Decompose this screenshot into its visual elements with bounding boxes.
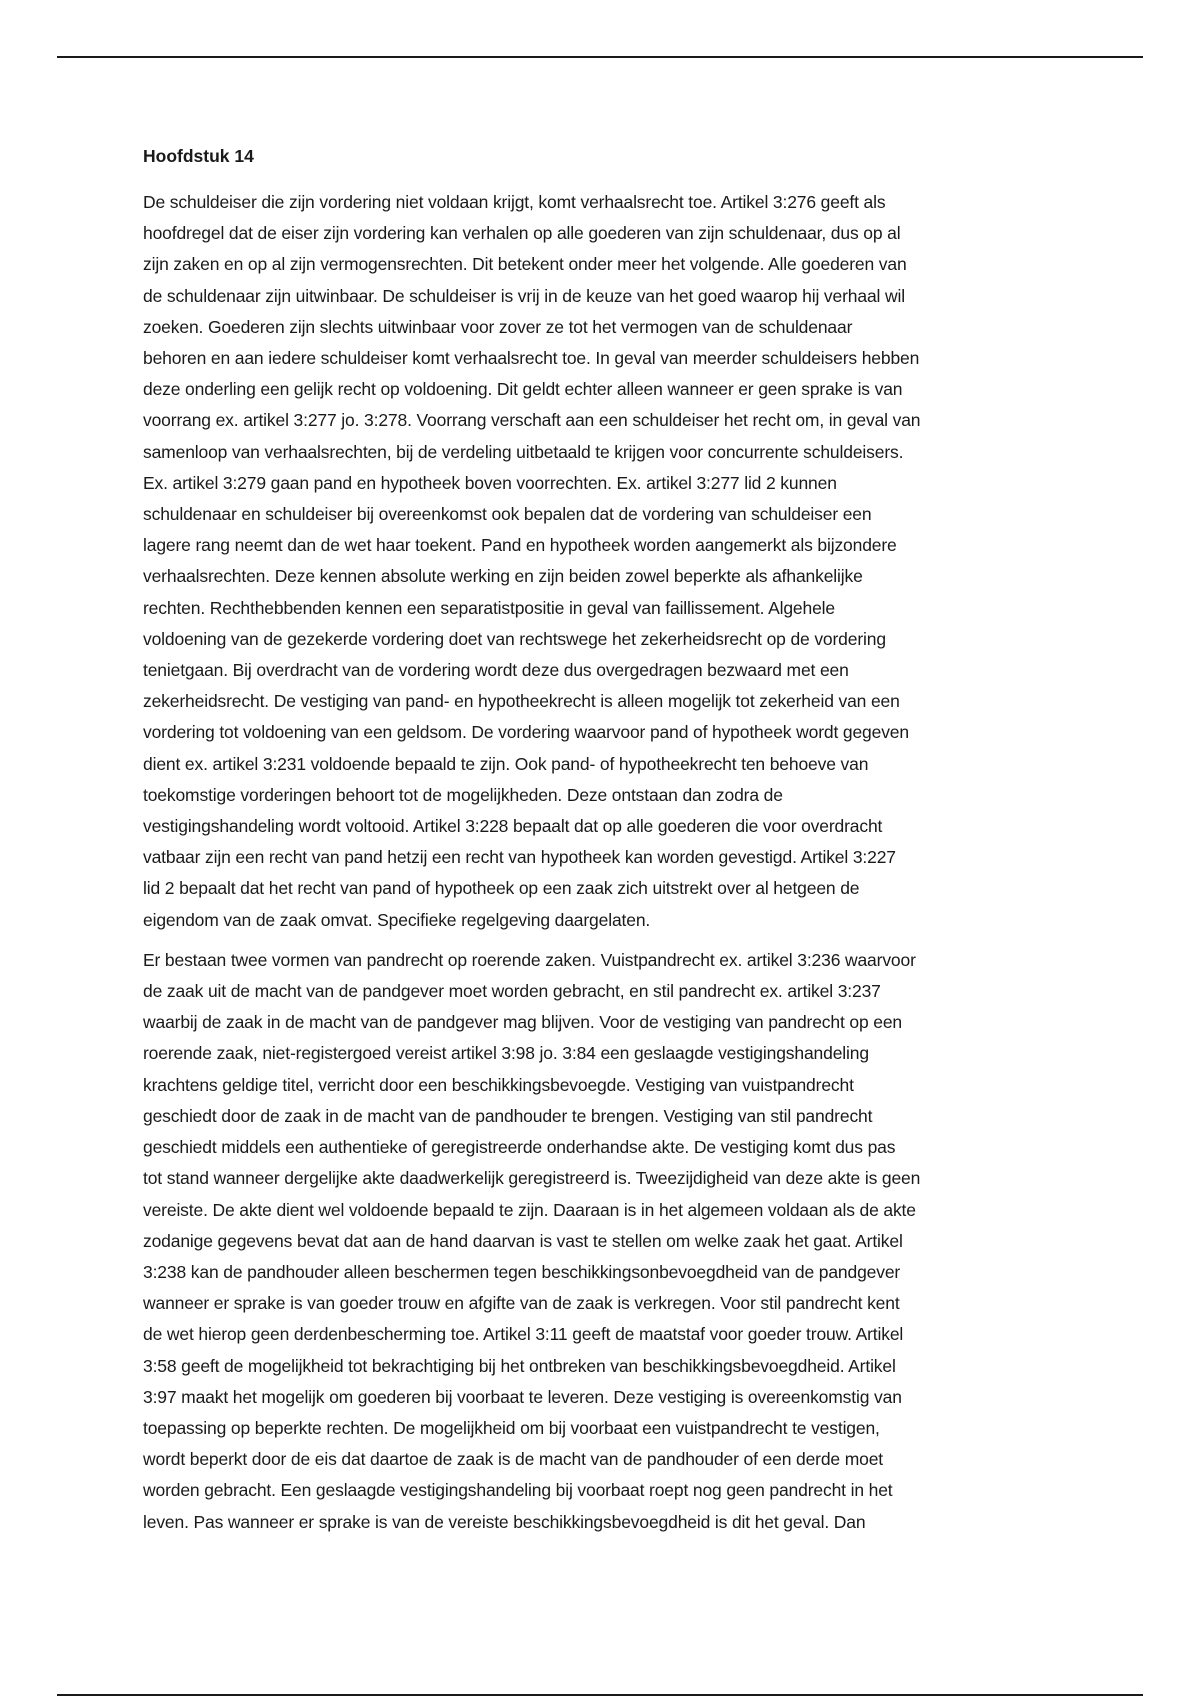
chapter-heading: Hoofdstuk 14 [143,146,254,166]
text-line: waarbij de zaak in de macht van de pandgever mag blijven. Voor de vestiging van pandrecht op een [143,1012,903,1033]
text-line: rechten. Rechthebbenden kennen een separatistpositie in geval van faillissement. Algehele [143,597,835,618]
text-line: vatbaar zijn een recht van pand hetzij een recht van hypotheek kan worden gevestigd. Artikel 3:227 [143,847,896,868]
text-line: hoofdregel dat de eiser zijn vordering kan verhalen op alle goederen van zijn schuldenaar, dus op al [143,223,901,244]
text-line: 3:238 kan de pandhouder alleen beschermen tegen beschikkingsonbevoegdheid van de pandgever [143,1261,901,1282]
text-line: eigendom van de zaak omvat. Specifieke regelgeving daargelaten. [143,909,651,930]
text-line: vereiste. De akte dient wel voldoende bepaald te zijn. Daaraan is in het algemeen voldaan als de akte [143,1199,916,1220]
text-line: Er bestaan twee vormen van pandrecht op roerende zaken. Vuistpandrecht ex. artikel 3:236 waarvoor [143,949,916,970]
text-line: verhaalsrechten. Deze kennen absolute werking en zijn beiden zowel beperkte als afhankelijke [143,566,863,587]
text-line: toepassing op beperkte rechten. De mogelijkheid om bij voorbaat een vuistpandrecht te vestigen, [143,1417,880,1438]
text-line: roerende zaak, niet-registergoed vereist artikel 3:98 jo. 3:84 een geslaagde vestigingshandeling [143,1043,869,1064]
paragraph-container [143,187,1063,1538]
text-line: wanneer er sprake is van goeder trouw en afgifte van de zaak is verkregen. Voor stil pandrecht kent [143,1293,900,1314]
text-line: behoren en aan iedere schuldeiser komt verhaalsrecht toe. In geval van meerder schuldeisers hebben [143,348,920,369]
paragraph-2 [143,945,1063,1538]
text-line: zekerheidsrecht. De vestiging van pand- en hypotheekrecht is alleen mogelijk tot zekerheid van een [143,691,900,712]
text-line: de zaak uit de macht van de pandgever moet worden gebracht, en stil pandrecht ex. artikel 3:237 [143,981,881,1002]
text-line: vestigingshandeling wordt voltooid. Artikel 3:228 bepaalt dat op alle goederen die voor overdracht [143,816,883,837]
text-line: schuldenaar en schuldeiser bij overeenkomst ook bepalen dat de vordering van schuldeiser een [143,504,872,525]
text-line: de schuldenaar zijn uitwinbaar. De schuldeiser is vrij in de keuze van het goed waarop hij verhaal wil [143,285,905,306]
text-line: zoeken. Goederen zijn slechts uitwinbaar voor zover ze tot het vermogen van de schuldenaar [143,316,853,337]
paragraph-1 [143,187,1063,936]
text-line: voorrang ex. artikel 3:277 jo. 3:278. Voorrang verschaft aan een schuldeiser het recht om, in geval van [143,410,921,431]
text-line: zodanige gegevens bevat dat aan de hand daarvan is vast te stellen om welke zaak het gaat. Artikel [143,1230,903,1251]
text-line: tot stand wanneer dergelijke akte daadwerkelijk geregistreerd is. Tweezijdigheid van deze akte is geen [143,1168,921,1189]
text-line: geschiedt middels een authentieke of geregistreerde onderhandse akte. De vestiging komt dus pas [143,1137,896,1158]
text-line: krachtens geldige titel, verricht door een beschikkingsbevoegde. Vestiging van vuistpandrecht [143,1074,854,1095]
text-line: deze onderling een gelijk recht op voldoening. Dit geldt echter alleen wanneer er geen sprake is van [143,379,903,400]
text-line: vordering tot voldoening van een geldsom. De vordering waarvoor pand of hypotheek wordt gegeven [143,722,909,743]
text-line: Ex. artikel 3:279 gaan pand en hypotheek boven voorrechten. Ex. artikel 3:277 lid 2 kunnen [143,472,837,493]
text-line: dient ex. artikel 3:231 voldoende bepaald te zijn. Ook pand- of hypotheekrecht ten behoeve van [143,753,869,774]
text-line: leven. Pas wanneer er sprake is van de vereiste beschikkingsbevoegdheid is dit het geval. Dan [143,1511,866,1532]
text-line: zijn zaken en op al zijn vermogensrechten. Dit betekent onder meer het volgende. Alle goederen van [143,254,907,275]
text-line: worden gebracht. Een geslaagde vestigingshandeling bij voorbaat roept nog geen pandrecht in het [143,1480,893,1501]
text-line: 3:97 maakt het mogelijk om goederen bij voorbaat te leveren. Deze vestiging is overeenkomstig van [143,1386,902,1407]
text-line: wordt beperkt door de eis dat daartoe de zaak is de macht van de pandhouder of een derde moet [143,1449,884,1470]
text-line: 3:58 geeft de mogelijkheid tot bekrachtiging bij het ontbreken van beschikkingsbevoegdheid. Artikel [143,1355,896,1376]
text-line: de wet hierop geen derdenbescherming toe. Artikel 3:11 geeft de maatstaf voor goeder trouw. Artikel [143,1324,904,1345]
text-line: lid 2 bepaalt dat het recht van pand of hypotheek op een zaak zich uitstrekt over al hetgeen de [143,878,860,899]
top-rule [57,56,1143,58]
text-line: samenloop van verhaalsrechten, bij de verdeling uitbetaald te krijgen voor concurrente schuldeisers. [143,441,904,462]
text-line: De schuldeiser die zijn vordering niet voldaan krijgt, komt verhaalsrecht toe. Artikel 3:276 geeft als [143,192,886,212]
text-line: voldoening van de gezekerde vordering doet van rechtswege het zekerheidsrecht op de vordering [143,628,886,649]
text-line: toekomstige vorderingen behoort tot de mogelijkheden. Deze ontstaan dan zodra de [143,784,783,805]
bottom-rule [57,1694,1143,1696]
text-line: geschiedt door de zaak in de macht van de pandhouder te brengen. Vestiging van stil pandrecht [143,1105,873,1126]
text-line: lagere rang neemt dan de wet haar toekent. Pand en hypotheek worden aangemerkt als bijzondere [143,535,897,556]
text-line: tenietgaan. Bij overdracht van de vordering wordt deze dus overgedragen bezwaard met een [143,660,849,681]
document-body [143,143,1063,1547]
